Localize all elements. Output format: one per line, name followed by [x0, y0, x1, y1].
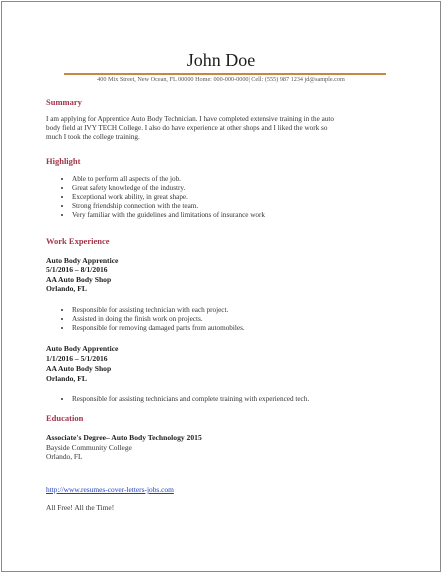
school: Bayside Community College	[46, 443, 132, 452]
job-location: Orlando, FL	[46, 374, 87, 383]
experience-heading: Work Experience	[46, 236, 110, 246]
list-item: • Responsible for assisting technicians and complete training with experienced tech.	[72, 395, 422, 404]
job-location: Orlando, FL	[46, 284, 87, 293]
highlight-list	[46, 175, 422, 220]
duty-list	[46, 306, 422, 333]
website-link[interactable]: http://www.resumes-cover-letters-jobs.com	[46, 485, 174, 494]
summary-text	[46, 115, 396, 142]
job-title: Auto Body Apprentice	[46, 256, 119, 265]
list-item: • Very familiar with the guidelines and limitations of insurance work	[72, 211, 422, 220]
list-item: • Great safety knowledge of the industry.	[72, 184, 422, 193]
job-company: AA Auto Body Shop	[46, 364, 112, 373]
degree: Associate's Degree– Auto Body Technology 2015	[46, 433, 202, 442]
job-title: Auto Body Apprentice	[46, 344, 119, 353]
list-item: • Able to perform all aspects of the job.	[72, 175, 422, 184]
summary-heading: Summary	[46, 97, 82, 107]
education-heading: Education	[46, 413, 84, 423]
summary-line: much I took the college training.	[46, 133, 140, 141]
highlight-heading: Highlight	[46, 156, 81, 166]
duty-list	[46, 395, 422, 404]
job-company: AA Auto Body Shop	[46, 275, 112, 284]
list-item: • Responsible for assisting technician with each project.	[72, 306, 422, 315]
contact-line: 400 Mix Street, New Ocean, FL 00000 Home: 000-000-0000| Cell: (555) 987 1234 jd@sample.com	[97, 76, 345, 83]
resume-page	[1, 1, 441, 572]
tagline: All Free! All the Time!	[46, 503, 115, 512]
summary-line: body field at IVY TECH College. I also do have experience at other shops and I liked the work so	[46, 124, 328, 132]
job-dates: 5/1/2016 – 8/1/2016	[46, 265, 108, 274]
list-item: • Responsible for removing damaged parts from automobiles.	[72, 324, 422, 333]
list-item: • Assisted in doing the finish work on projects.	[72, 315, 422, 324]
list-item: • Strong friendship connection with the team.	[72, 202, 422, 211]
resume-name: John Doe	[186, 50, 256, 70]
summary-line: I am applying for Apprentice Auto Body Technician. I have completed extensive training in the auto	[46, 115, 334, 123]
job-dates: 1/1/2016 – 5/1/2016	[46, 354, 108, 363]
school-location: Orlando, FL	[46, 452, 83, 461]
list-item: • Exceptional work ability, in great shape.	[72, 193, 422, 202]
header-divider	[64, 73, 386, 75]
